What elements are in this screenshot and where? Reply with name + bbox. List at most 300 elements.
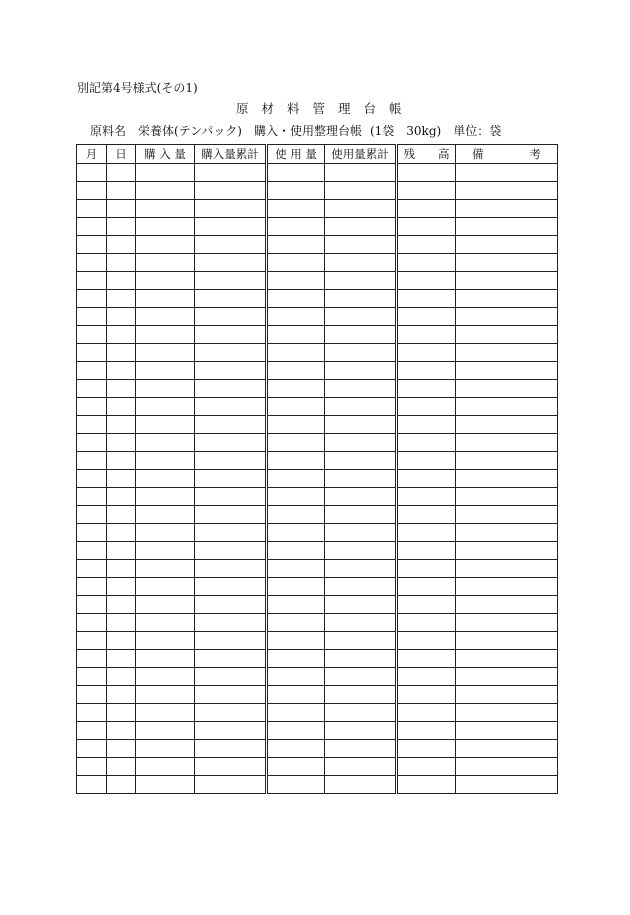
- cell-usage-qty: [267, 344, 325, 362]
- cell-purchase-cumulative: [195, 650, 267, 668]
- table-row: [77, 290, 558, 308]
- cell-purchase-cumulative: [195, 758, 267, 776]
- cell-balance: [397, 560, 456, 578]
- cell-balance: [397, 452, 456, 470]
- cell-purchase-cumulative: [195, 290, 267, 308]
- cell-balance: [397, 614, 456, 632]
- cell-remarks: [456, 290, 558, 308]
- cell-usage-cumulative: [325, 596, 397, 614]
- cell-usage-qty: [267, 596, 325, 614]
- table-row: [77, 308, 558, 326]
- cell-remarks: [456, 254, 558, 272]
- cell-day: [107, 686, 136, 704]
- cell-purchase-qty: [136, 452, 195, 470]
- cell-month: [77, 668, 107, 686]
- cell-purchase-qty: [136, 560, 195, 578]
- cell-usage-qty: [267, 578, 325, 596]
- cell-balance: [397, 434, 456, 452]
- cell-purchase-qty: [136, 218, 195, 236]
- cell-usage-qty: [267, 200, 325, 218]
- cell-month: [77, 578, 107, 596]
- cell-purchase-cumulative: [195, 272, 267, 290]
- cell-remarks: [456, 452, 558, 470]
- cell-usage-cumulative: [325, 290, 397, 308]
- cell-day: [107, 362, 136, 380]
- table-row: [77, 506, 558, 524]
- cell-purchase-cumulative: [195, 614, 267, 632]
- cell-day: [107, 290, 136, 308]
- cell-day: [107, 542, 136, 560]
- cell-usage-qty: [267, 308, 325, 326]
- unit-label: 単位：袋: [453, 124, 502, 138]
- cell-usage-qty: [267, 380, 325, 398]
- cell-usage-qty: [267, 776, 325, 794]
- cell-balance: [397, 416, 456, 434]
- table-row: [77, 704, 558, 722]
- cell-purchase-cumulative: [195, 218, 267, 236]
- cell-usage-qty: [267, 236, 325, 254]
- cell-remarks: [456, 236, 558, 254]
- cell-day: [107, 254, 136, 272]
- cell-usage-qty: [267, 272, 325, 290]
- cell-usage-qty: [267, 452, 325, 470]
- cell-balance: [397, 668, 456, 686]
- cell-purchase-cumulative: [195, 236, 267, 254]
- cell-month: [77, 434, 107, 452]
- cell-purchase-qty: [136, 740, 195, 758]
- cell-usage-cumulative: [325, 236, 397, 254]
- cell-usage-qty: [267, 164, 325, 182]
- cell-remarks: [456, 470, 558, 488]
- cell-purchase-cumulative: [195, 668, 267, 686]
- cell-usage-cumulative: [325, 380, 397, 398]
- cell-purchase-qty: [136, 542, 195, 560]
- cell-day: [107, 578, 136, 596]
- cell-day: [107, 308, 136, 326]
- cell-day: [107, 488, 136, 506]
- cell-usage-qty: [267, 398, 325, 416]
- table-row: [77, 344, 558, 362]
- table-row: [77, 236, 558, 254]
- cell-month: [77, 758, 107, 776]
- cell-remarks: [456, 668, 558, 686]
- cell-usage-qty: [267, 614, 325, 632]
- column-header-purchase-cumulative: 購入量累計: [195, 145, 267, 164]
- cell-day: [107, 380, 136, 398]
- cell-day: [107, 704, 136, 722]
- table-row: [77, 254, 558, 272]
- cell-day: [107, 776, 136, 794]
- cell-usage-cumulative: [325, 506, 397, 524]
- cell-remarks: [456, 614, 558, 632]
- cell-purchase-qty: [136, 344, 195, 362]
- cell-remarks: [456, 398, 558, 416]
- cell-remarks: [456, 578, 558, 596]
- column-header-balance: 残 高: [397, 145, 456, 164]
- cell-balance: [397, 506, 456, 524]
- cell-day: [107, 560, 136, 578]
- material-name: 栄養体(テンパック): [138, 124, 242, 138]
- cell-purchase-cumulative: [195, 380, 267, 398]
- table-row: [77, 164, 558, 182]
- cell-purchase-qty: [136, 776, 195, 794]
- cell-month: [77, 704, 107, 722]
- cell-purchase-cumulative: [195, 362, 267, 380]
- table-row: [77, 200, 558, 218]
- cell-usage-cumulative: [325, 308, 397, 326]
- cell-purchase-qty: [136, 290, 195, 308]
- cell-purchase-cumulative: [195, 776, 267, 794]
- cell-month: [77, 650, 107, 668]
- cell-usage-qty: [267, 542, 325, 560]
- cell-usage-cumulative: [325, 218, 397, 236]
- cell-purchase-cumulative: [195, 704, 267, 722]
- cell-balance: [397, 722, 456, 740]
- cell-month: [77, 218, 107, 236]
- cell-purchase-qty: [136, 506, 195, 524]
- cell-month: [77, 560, 107, 578]
- cell-month: [77, 380, 107, 398]
- cell-usage-cumulative: [325, 722, 397, 740]
- cell-usage-qty: [267, 758, 325, 776]
- cell-usage-qty: [267, 650, 325, 668]
- cell-usage-qty: [267, 704, 325, 722]
- cell-balance: [397, 776, 456, 794]
- cell-month: [77, 722, 107, 740]
- table-row: [77, 686, 558, 704]
- table-row: [77, 380, 558, 398]
- cell-day: [107, 596, 136, 614]
- cell-day: [107, 722, 136, 740]
- ledger-name: 購入・使用整理台帳: [253, 124, 362, 138]
- cell-usage-cumulative: [325, 524, 397, 542]
- table-row: [77, 434, 558, 452]
- cell-balance: [397, 272, 456, 290]
- cell-balance: [397, 218, 456, 236]
- cell-day: [107, 398, 136, 416]
- cell-day: [107, 506, 136, 524]
- cell-usage-qty: [267, 326, 325, 344]
- cell-purchase-qty: [136, 254, 195, 272]
- cell-remarks: [456, 164, 558, 182]
- cell-day: [107, 272, 136, 290]
- cell-purchase-qty: [136, 686, 195, 704]
- cell-usage-cumulative: [325, 578, 397, 596]
- cell-balance: [397, 488, 456, 506]
- cell-purchase-qty: [136, 614, 195, 632]
- cell-purchase-qty: [136, 668, 195, 686]
- cell-month: [77, 740, 107, 758]
- cell-usage-qty: [267, 722, 325, 740]
- table-row: [77, 470, 558, 488]
- cell-usage-cumulative: [325, 470, 397, 488]
- cell-usage-qty: [267, 218, 325, 236]
- cell-month: [77, 470, 107, 488]
- cell-day: [107, 632, 136, 650]
- cell-usage-cumulative: [325, 488, 397, 506]
- cell-purchase-cumulative: [195, 326, 267, 344]
- cell-usage-cumulative: [325, 614, 397, 632]
- cell-remarks: [456, 632, 558, 650]
- cell-day: [107, 524, 136, 542]
- cell-remarks: [456, 776, 558, 794]
- cell-month: [77, 182, 107, 200]
- cell-day: [107, 200, 136, 218]
- column-header-usage-cumulative: 使用量累計: [325, 145, 397, 164]
- cell-purchase-cumulative: [195, 416, 267, 434]
- cell-usage-cumulative: [325, 326, 397, 344]
- cell-day: [107, 758, 136, 776]
- table-row: [77, 614, 558, 632]
- table-row: [77, 452, 558, 470]
- cell-remarks: [456, 722, 558, 740]
- cell-balance: [397, 650, 456, 668]
- cell-purchase-qty: [136, 200, 195, 218]
- cell-purchase-qty: [136, 704, 195, 722]
- cell-month: [77, 542, 107, 560]
- cell-purchase-cumulative: [195, 182, 267, 200]
- cell-balance: [397, 362, 456, 380]
- cell-purchase-qty: [136, 398, 195, 416]
- cell-balance: [397, 632, 456, 650]
- cell-usage-cumulative: [325, 452, 397, 470]
- cell-purchase-qty: [136, 236, 195, 254]
- cell-usage-cumulative: [325, 398, 397, 416]
- cell-purchase-qty: [136, 632, 195, 650]
- cell-purchase-cumulative: [195, 434, 267, 452]
- cell-purchase-cumulative: [195, 308, 267, 326]
- cell-day: [107, 416, 136, 434]
- cell-day: [107, 740, 136, 758]
- cell-remarks: [456, 488, 558, 506]
- cell-purchase-cumulative: [195, 740, 267, 758]
- cell-month: [77, 398, 107, 416]
- table-row: [77, 326, 558, 344]
- cell-balance: [397, 740, 456, 758]
- cell-usage-qty: [267, 668, 325, 686]
- cell-purchase-qty: [136, 722, 195, 740]
- table-header-row: [77, 145, 558, 164]
- cell-usage-qty: [267, 434, 325, 452]
- table-row: [77, 182, 558, 200]
- cell-remarks: [456, 524, 558, 542]
- table-row: [77, 416, 558, 434]
- table-row: [77, 560, 558, 578]
- cell-usage-cumulative: [325, 254, 397, 272]
- cell-usage-qty: [267, 686, 325, 704]
- cell-remarks: [456, 416, 558, 434]
- cell-month: [77, 272, 107, 290]
- cell-month: [77, 164, 107, 182]
- cell-balance: [397, 308, 456, 326]
- cell-month: [77, 236, 107, 254]
- table-row: [77, 398, 558, 416]
- table-row: [77, 596, 558, 614]
- cell-balance: [397, 704, 456, 722]
- cell-usage-qty: [267, 254, 325, 272]
- cell-day: [107, 668, 136, 686]
- cell-purchase-cumulative: [195, 632, 267, 650]
- cell-month: [77, 290, 107, 308]
- cell-purchase-qty: [136, 362, 195, 380]
- cell-balance: [397, 200, 456, 218]
- table-row: [77, 488, 558, 506]
- cell-remarks: [456, 344, 558, 362]
- cell-remarks: [456, 200, 558, 218]
- cell-usage-qty: [267, 632, 325, 650]
- cell-remarks: [456, 308, 558, 326]
- cell-usage-qty: [267, 416, 325, 434]
- cell-usage-cumulative: [325, 182, 397, 200]
- cell-purchase-qty: [136, 470, 195, 488]
- cell-remarks: [456, 182, 558, 200]
- cell-balance: [397, 326, 456, 344]
- cell-balance: [397, 542, 456, 560]
- cell-day: [107, 452, 136, 470]
- cell-month: [77, 416, 107, 434]
- cell-purchase-cumulative: [195, 722, 267, 740]
- cell-purchase-cumulative: [195, 470, 267, 488]
- material-label: 原料名: [90, 124, 127, 138]
- table-row: [77, 650, 558, 668]
- cell-day: [107, 326, 136, 344]
- cell-usage-qty: [267, 470, 325, 488]
- document-subtitle: [90, 124, 501, 138]
- cell-purchase-qty: [136, 434, 195, 452]
- cell-day: [107, 182, 136, 200]
- table-row: [77, 758, 558, 776]
- cell-remarks: [456, 218, 558, 236]
- cell-usage-qty: [267, 740, 325, 758]
- cell-day: [107, 470, 136, 488]
- cell-purchase-qty: [136, 272, 195, 290]
- cell-month: [77, 326, 107, 344]
- cell-remarks: [456, 560, 558, 578]
- cell-purchase-qty: [136, 650, 195, 668]
- cell-usage-cumulative: [325, 164, 397, 182]
- cell-month: [77, 686, 107, 704]
- cell-remarks: [456, 362, 558, 380]
- cell-usage-qty: [267, 524, 325, 542]
- cell-purchase-qty: [136, 182, 195, 200]
- cell-day: [107, 650, 136, 668]
- cell-purchase-cumulative: [195, 596, 267, 614]
- cell-purchase-qty: [136, 578, 195, 596]
- cell-remarks: [456, 434, 558, 452]
- cell-balance: [397, 596, 456, 614]
- cell-usage-cumulative: [325, 758, 397, 776]
- cell-usage-cumulative: [325, 434, 397, 452]
- table-row: [77, 722, 558, 740]
- cell-purchase-cumulative: [195, 524, 267, 542]
- column-header-month: 月: [77, 145, 107, 164]
- cell-balance: [397, 470, 456, 488]
- cell-day: [107, 236, 136, 254]
- cell-month: [77, 488, 107, 506]
- cell-usage-cumulative: [325, 632, 397, 650]
- table-row: [77, 578, 558, 596]
- cell-purchase-qty: [136, 524, 195, 542]
- table-row: [77, 776, 558, 794]
- cell-balance: [397, 290, 456, 308]
- cell-month: [77, 200, 107, 218]
- cell-usage-qty: [267, 290, 325, 308]
- cell-balance: [397, 686, 456, 704]
- cell-usage-cumulative: [325, 542, 397, 560]
- cell-remarks: [456, 758, 558, 776]
- cell-purchase-qty: [136, 380, 195, 398]
- cell-purchase-qty: [136, 308, 195, 326]
- cell-usage-cumulative: [325, 416, 397, 434]
- cell-month: [77, 596, 107, 614]
- cell-remarks: [456, 740, 558, 758]
- cell-usage-cumulative: [325, 776, 397, 794]
- table-row: [77, 632, 558, 650]
- cell-purchase-cumulative: [195, 200, 267, 218]
- cell-remarks: [456, 704, 558, 722]
- cell-remarks: [456, 650, 558, 668]
- table-row: [77, 524, 558, 542]
- cell-month: [77, 632, 107, 650]
- cell-day: [107, 164, 136, 182]
- cell-day: [107, 434, 136, 452]
- cell-month: [77, 524, 107, 542]
- cell-purchase-cumulative: [195, 254, 267, 272]
- cell-purchase-cumulative: [195, 542, 267, 560]
- cell-remarks: [456, 272, 558, 290]
- cell-usage-cumulative: [325, 362, 397, 380]
- cell-day: [107, 614, 136, 632]
- cell-purchase-cumulative: [195, 488, 267, 506]
- cell-usage-qty: [267, 182, 325, 200]
- cell-remarks: [456, 686, 558, 704]
- cell-month: [77, 308, 107, 326]
- column-header-usage-qty: 使 用 量: [267, 145, 325, 164]
- cell-usage-cumulative: [325, 668, 397, 686]
- cell-balance: [397, 380, 456, 398]
- form-number: 別記第4号様式(その1): [77, 81, 198, 95]
- cell-balance: [397, 164, 456, 182]
- cell-month: [77, 362, 107, 380]
- cell-month: [77, 452, 107, 470]
- table-row: [77, 362, 558, 380]
- table-row: [77, 272, 558, 290]
- cell-usage-cumulative: [325, 272, 397, 290]
- cell-purchase-qty: [136, 164, 195, 182]
- table-row: [77, 542, 558, 560]
- cell-usage-qty: [267, 560, 325, 578]
- cell-month: [77, 506, 107, 524]
- cell-purchase-cumulative: [195, 164, 267, 182]
- cell-balance: [397, 398, 456, 416]
- cell-balance: [397, 524, 456, 542]
- cell-usage-cumulative: [325, 686, 397, 704]
- column-header-purchase-qty: 購 入 量: [136, 145, 195, 164]
- cell-remarks: [456, 326, 558, 344]
- cell-purchase-cumulative: [195, 506, 267, 524]
- cell-remarks: [456, 506, 558, 524]
- cell-usage-qty: [267, 488, 325, 506]
- cell-balance: [397, 344, 456, 362]
- cell-balance: [397, 254, 456, 272]
- cell-purchase-cumulative: [195, 452, 267, 470]
- cell-day: [107, 218, 136, 236]
- cell-usage-cumulative: [325, 560, 397, 578]
- document-title: 原材料管理台帳: [236, 101, 415, 116]
- column-header-remarks: 備 考: [456, 145, 558, 164]
- cell-remarks: [456, 380, 558, 398]
- cell-purchase-cumulative: [195, 686, 267, 704]
